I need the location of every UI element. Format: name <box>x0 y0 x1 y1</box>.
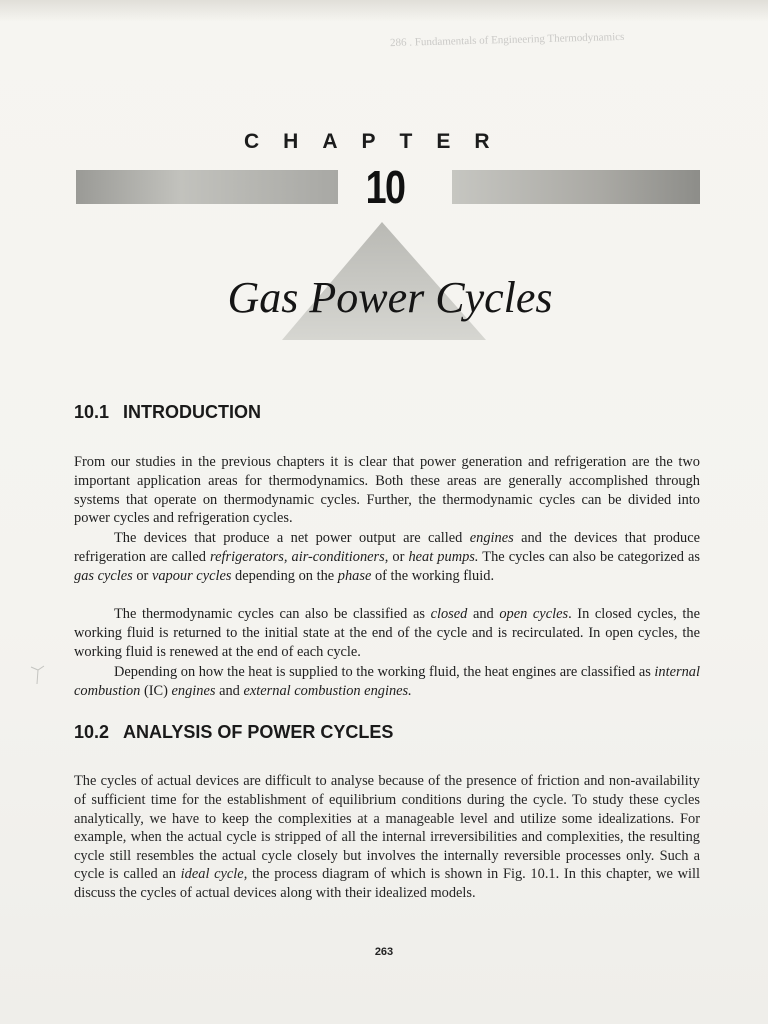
italic-term: external combustion engines. <box>243 682 412 699</box>
section-heading-analysis <box>74 722 393 743</box>
chapter-bar-left <box>76 170 338 204</box>
text-run: depending on the <box>231 567 338 584</box>
paragraph <box>74 663 700 700</box>
paragraph <box>74 453 700 527</box>
text-run: and the devices that produce refrigeration are called <box>74 530 700 565</box>
section-number: 10.2 <box>74 722 110 742</box>
text-run: of the working fluid. <box>371 567 495 584</box>
section-heading-introduction <box>74 402 261 423</box>
text-run: . In closed cycles, the working fluid is returned to the initial state at the end of the cycle and is recirculated. In open cycles, the working fluid is renewed at the end of each cycle. <box>74 606 700 660</box>
page-number: 263 <box>374 946 394 958</box>
italic-term: vapour cycles <box>151 567 232 584</box>
text-run: , or <box>384 548 409 565</box>
chapter-label: CHAPTER <box>244 130 514 153</box>
italic-term: heat pumps. <box>408 548 479 565</box>
section-title: ANALYSIS OF POWER CYCLES <box>123 722 394 742</box>
chapter-number: 10 <box>365 161 405 213</box>
text-run: From our studies in the previous chapters it is clear that power generation and refrigeration are the two important application areas for thermodynamics. Both these areas are generally accomplished through systems that operate on thermodynamic cycles. Further, the thermodynamic cycles can be divided into power cycles and refrigeration cycles. <box>74 454 700 527</box>
chapter-title: Gas Power Cycles <box>227 273 553 322</box>
italic-term: gas cycles <box>74 567 133 584</box>
text-run: Depending on how the heat is supplied to the working fluid, the heat engines are classified as <box>114 664 655 681</box>
text-run: or <box>132 567 152 584</box>
text-run: The cycles can also be categorized as <box>478 548 701 565</box>
margin-pencil-mark <box>30 664 46 688</box>
section-title: INTRODUCTION <box>123 402 262 422</box>
italic-term: internal combustion <box>74 664 700 699</box>
italic-term: refrigerators, air-conditioners <box>210 548 385 565</box>
italic-term: engines <box>469 530 514 547</box>
italic-term: closed <box>430 606 468 623</box>
italic-term: open cycles <box>499 606 569 623</box>
text-run: The cycles of actual devices are difficult to analyse because of the presence of friction and non-availability of sufficient time for the establishment of equilibrium conditions during the cycle. To study these cycles analytically, we have to keep the complexities at a manageable level and utilize some idealizations. For example, when the actual cycle is stripped of all the internal irreversibilities and complexities, the resulting cycle still resembles the actual cycle closely but involves the internally reversible processes only. Such a cycle is called an <box>74 773 700 883</box>
text-run: and <box>215 682 244 699</box>
section-number: 10.1 <box>74 402 110 422</box>
text-run: , the process diagram of which is shown in Fig. 10.1. In this chapter, we will discuss the cycles of actual devices along with their idealized models. <box>74 866 700 901</box>
italic-term: ideal cycle <box>180 866 244 883</box>
text-run: (IC) <box>140 682 172 699</box>
text-run: The thermodynamic cycles can also be classified as <box>114 606 431 623</box>
text-run: and <box>467 606 500 623</box>
paragraph <box>74 772 700 902</box>
italic-term: phase <box>337 567 372 584</box>
paragraph <box>74 605 700 661</box>
italic-term: engines <box>171 682 216 699</box>
paragraph <box>74 529 700 585</box>
chapter-bar-right <box>452 170 700 204</box>
bleed-through-text: 286 . Fundamentals of Engineering Thermodynamics <box>389 30 625 50</box>
text-run: The devices that produce a net power output are called <box>114 530 470 547</box>
